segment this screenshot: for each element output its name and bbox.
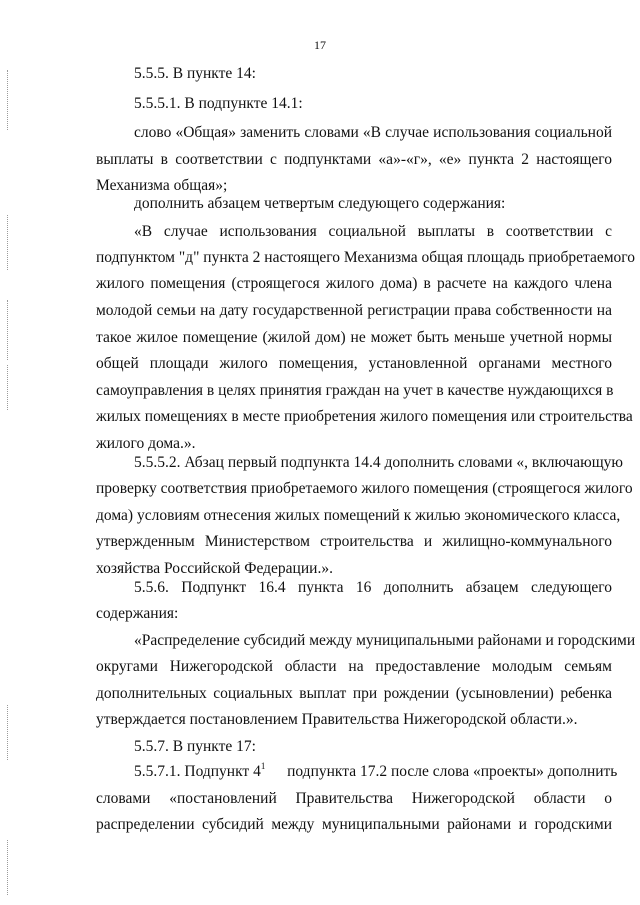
text-line: округами Нижегородской области на предоставление молодым семьям bbox=[96, 658, 612, 675]
text-line: такое жилое помещение (жилой дом) не может быть меньше учетной нормы bbox=[96, 329, 612, 346]
scan-mark bbox=[7, 365, 9, 410]
text-line: общей площади жилого помещения, установленной органами местного bbox=[96, 355, 612, 372]
text-run: подпункта 17.2 после слова «проекты» дополнить bbox=[287, 763, 618, 780]
text-line: молодой семьи на дату государственной регистрации права собственности на bbox=[96, 302, 612, 319]
scan-mark bbox=[7, 705, 9, 760]
text-line: подпунктом "д" пункта 2 настоящего Механизма общая площадь приобретаемого bbox=[96, 249, 636, 266]
text-line: хозяйства Российской Федерации.». bbox=[96, 560, 333, 577]
text-line: жилого помещения (строящегося жилого дома) в расчете на каждого члена bbox=[96, 275, 612, 292]
text-line bbox=[134, 761, 618, 782]
text-line: утвержденным Министерством строительства и жилищно-коммунального bbox=[96, 533, 612, 550]
text-line: утверждается постановлением Правительства Нижегородской области.». bbox=[96, 711, 578, 728]
text-line: дополнительных социальных выплат при рождении (усыновлении) ребенка bbox=[96, 685, 612, 702]
scan-mark bbox=[7, 300, 9, 360]
text-line: 5.5.5.1. В подпункте 14.1: bbox=[134, 95, 303, 112]
text-line: 5.5.5.2. Абзац первый подпункта 14.4 дополнить словами «, включающую bbox=[134, 454, 623, 471]
text-line: 5.5.6. Подпункт 16.4 пункта 16 дополнить абзацем следующего bbox=[134, 579, 612, 596]
text-line: содержания: bbox=[96, 605, 179, 622]
text-line: распределении субсидий между муниципальными районами и городскими bbox=[96, 816, 612, 833]
scan-mark bbox=[7, 70, 9, 130]
text-run: 5.5.7.1. Подпункт 4 bbox=[134, 763, 261, 780]
text-line: самоуправления в целях принятия граждан на учет в качестве нуждающихся в bbox=[96, 382, 614, 399]
text-line: дополнить абзацем четвертым следующего содержания: bbox=[134, 195, 506, 212]
superscript: 1 bbox=[260, 761, 266, 771]
text-line: «В случае использования социальной выплаты в соответствии с bbox=[134, 223, 612, 240]
scan-mark bbox=[7, 840, 9, 895]
text-line: 5.5.5. В пункте 14: bbox=[134, 65, 256, 82]
text-line: выплаты в соответствии с подпунктами «а»-«г», «е» пункта 2 настоящего bbox=[96, 151, 612, 168]
text-line: Механизма общая»; bbox=[96, 177, 228, 194]
text-line: жилых помещениях в месте приобретения жилого помещения или строительства bbox=[96, 408, 633, 425]
text-line: словами «постановлений Правительства Нижегородской области о bbox=[96, 790, 612, 807]
text-line: 5.5.7. В пункте 17: bbox=[134, 738, 256, 755]
text-line: проверку соответствия приобретаемого жилого помещения (строящегося жилого bbox=[96, 480, 633, 497]
text-line: жилого дома.». bbox=[96, 435, 196, 452]
scan-mark bbox=[7, 215, 9, 270]
text-line: дома) условиям отнесения жилых помещений к жилью экономического класса, bbox=[96, 507, 621, 524]
page-number: 17 bbox=[314, 38, 326, 52]
text-line: «Распределение субсидий между муниципальными районами и городскими bbox=[134, 632, 636, 649]
text-line: слово «Общая» заменить словами «В случае использования социальной bbox=[134, 124, 612, 141]
